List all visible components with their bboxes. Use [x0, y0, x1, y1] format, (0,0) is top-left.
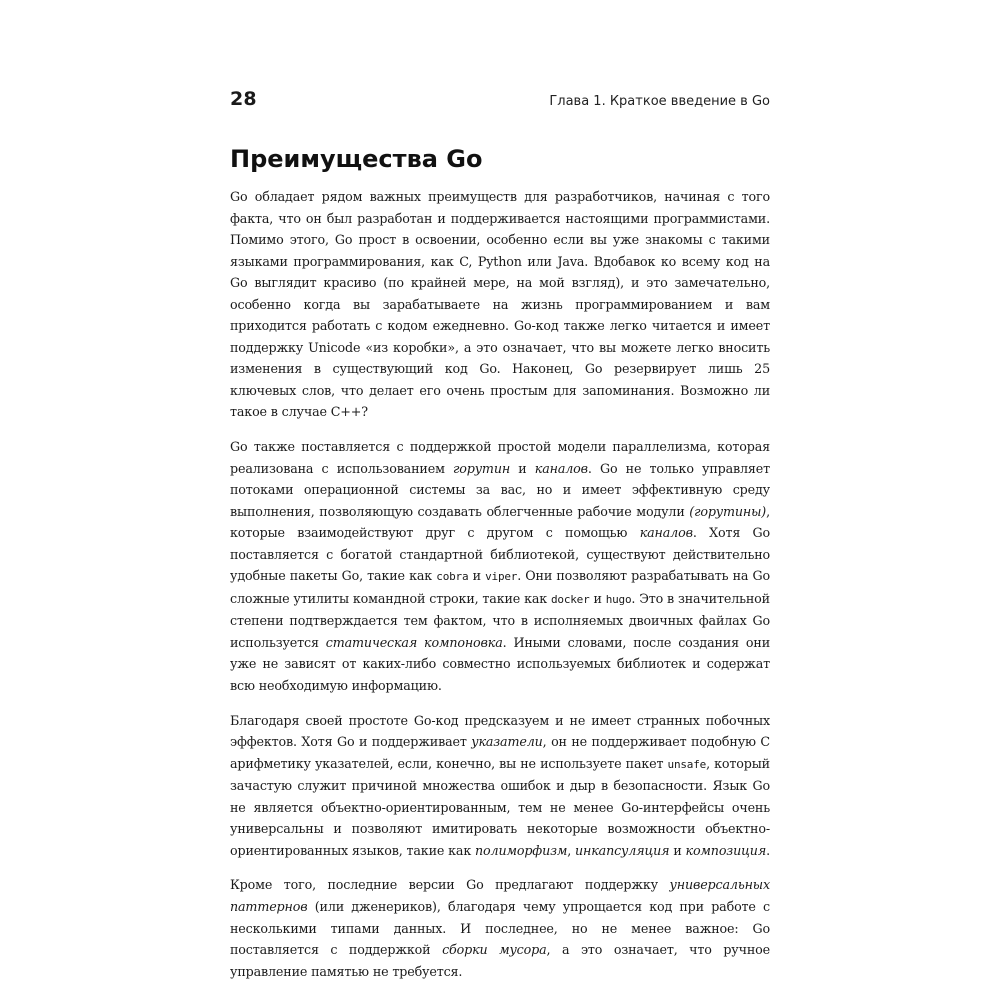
text-run: .: [766, 842, 770, 858]
text-run: Go обладает рядом важных преимуществ для разработчиков, начиная с того факта, что он был разработан и поддерживается настоящими программистами. Помимо этого, Go прост в освоении, особенно если вы уже знакомы с такими языками программирования, как C, Python или Java. Вдобавок ко всему код на Go выглядит красиво (по крайней мере, на мой взгляд), и это замечательно, особенно когда вы зарабатываете на жизнь программированием и вам приходится работать с кодом ежедневно. Go-код также легко читается и имеет поддержку Unicode «из коробки», а это означает, что вы можете легко вносить изменения в существующий код Go. Наконец, Go резервирует лишь 25 ключевых слов, что делает его очень простым для запоминания. Возможно ли такое в случае C++?: [230, 189, 770, 420]
text-run: и: [669, 842, 686, 858]
chapter-title: Глава 1. Краткое введение в Go: [549, 94, 770, 109]
italic-term: каналов: [639, 525, 693, 541]
paragraph: [230, 874, 770, 982]
text-run: , он не поддерживает подобную C арифметику указателей, если, конечно, вы не используете пакет: [230, 734, 770, 771]
text-run: . Иными словами, после создания они уже не зависят от каких-либо совместно используемых библиотек и содержат всю необходимую информацию.: [230, 634, 770, 694]
text-run: Go также поставляется с поддержкой простой модели параллелизма, которая реализована с использованием: [230, 439, 770, 476]
italic-term: универсальных паттернов: [230, 877, 770, 914]
inline-code: unsafe: [667, 757, 707, 771]
italic-term: полиморфизм: [475, 842, 568, 858]
text-run: . Хотя Go поставляется с богатой стандартной библиотекой, существуют действительно удобные пакеты Go, такие как: [230, 525, 771, 584]
italic-term: горутин: [453, 460, 511, 476]
text-run: и: [510, 460, 535, 476]
paragraph: [230, 186, 770, 423]
page-number: 28: [230, 88, 257, 110]
inline-code: viper: [485, 570, 518, 584]
italic-term: (горутины): [689, 503, 767, 519]
paragraph: [230, 436, 770, 697]
paragraph: [230, 710, 770, 862]
text-run: , которые взаимодействуют друг с другом с помощью: [230, 503, 770, 541]
text-run: , а это означает, что ручное управление памятью не требуется.: [230, 942, 771, 979]
text-run: . Они позволяют разрабатывать на Go сложные утилиты командной строки, такие как: [230, 568, 770, 606]
section-title: Преимущества Go: [230, 145, 483, 173]
text-run: и: [589, 590, 606, 606]
text-run: , который зачастую служит причиной множества ошибок и дыр в безопасности. Язык Go не является объектно-ориентированным, тем не менее Go-интерфейсы очень универсальны и позволяют имитировать некоторые возможности объектно-ориентированных языков, такие как: [230, 755, 770, 858]
italic-term: статическая компоновка: [325, 634, 503, 650]
book-page: [230, 88, 770, 995]
inline-code: docker: [550, 592, 590, 606]
italic-term: композиция: [685, 842, 767, 858]
inline-code: hugo: [605, 592, 632, 606]
italic-term: инкапсуляция: [575, 842, 670, 858]
italic-term: каналов: [534, 460, 588, 476]
text-run: (или дженериков), благодаря чему упрощается код при работе с несколькими типами данных. И последнее, но не менее важное: Go поставляется с поддержкой: [230, 898, 770, 958]
text-run: и: [468, 568, 486, 584]
text-run: Кроме того, последние версии Go предлагают поддержку: [230, 877, 670, 893]
italic-term: указатели: [471, 734, 543, 750]
running-header: [230, 88, 770, 118]
text-run: ,: [567, 842, 576, 858]
italic-term: сборки мусора: [442, 942, 547, 958]
text-run: . Это в значительной степени подтверждается тем фактом, что в исполняемых двоичных файлах Go используется: [230, 590, 770, 650]
inline-code: cobra: [436, 570, 469, 584]
text-run: . Go не только управляет потоками операционной системы за вас, но и имеет эффективную среду выполнения, позволяющую создавать облегченные рабочие модули: [230, 460, 771, 519]
text-run: Благодаря своей простоте Go-код предсказуем и не имеет странных побочных эффектов. Хотя Go и поддерживает: [230, 712, 770, 750]
